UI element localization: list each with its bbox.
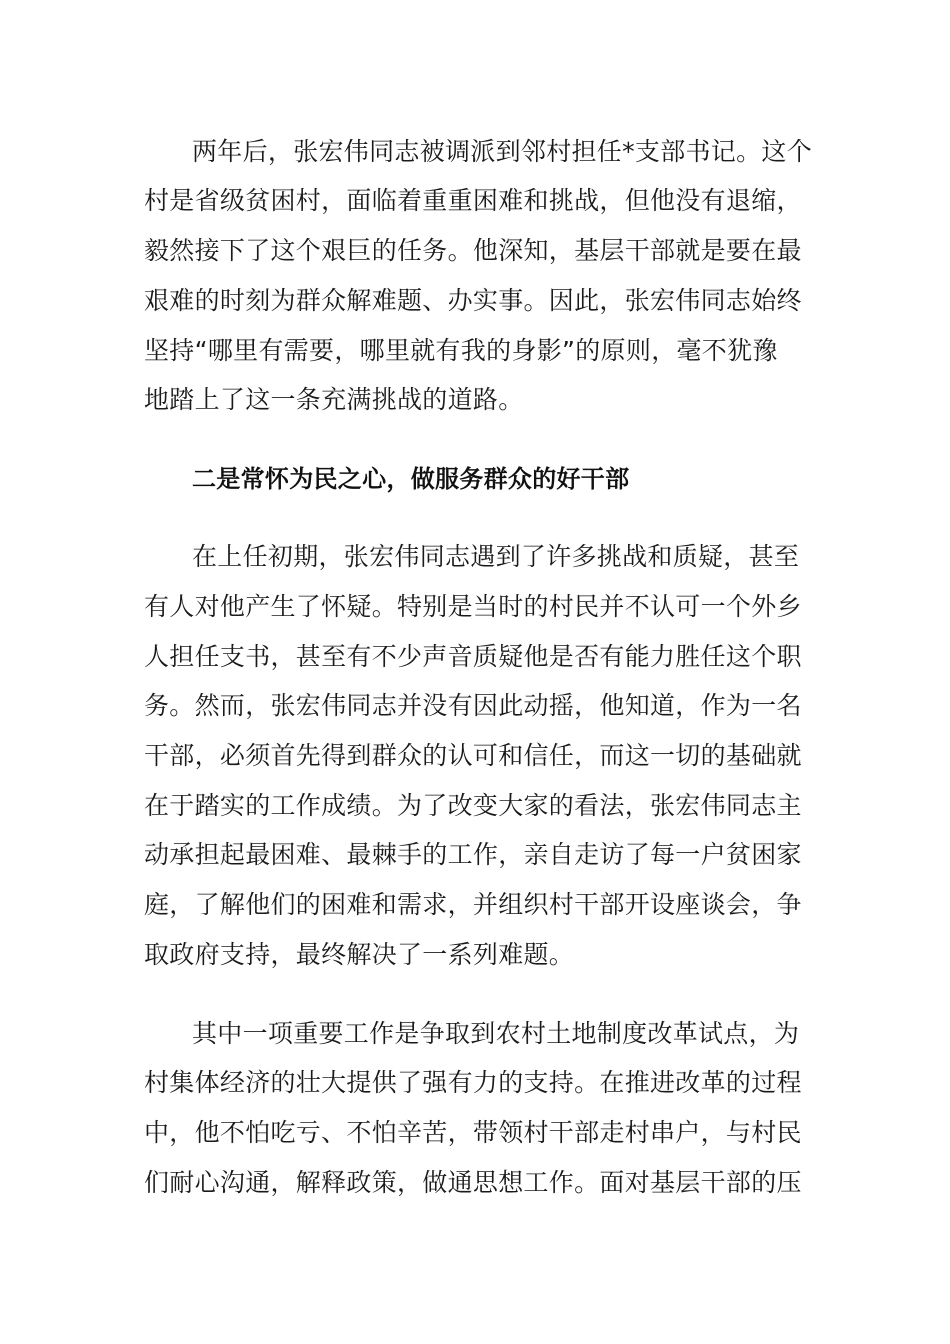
paragraph-line: 两年后，张宏伟同志被调派到邻村担任*支部书记。这个 xyxy=(192,137,813,166)
paragraph-line: 毅然接下了这个艰巨的任务。他深知，基层干部就是要在最 xyxy=(144,236,802,265)
paragraph-line: 村集体经济的壮大提供了强有力的支持。在推进改革的过程 xyxy=(144,1068,802,1097)
paragraph-line: 动承担起最困难、最棘手的工作，亲自走访了每一户贫困家 xyxy=(144,840,802,869)
paragraph-line: 在上任初期，张宏伟同志遇到了许多挑战和质疑，甚至 xyxy=(192,542,800,571)
paragraph-line: 庭，了解他们的困难和需求，并组织村干部开设座谈会，争 xyxy=(144,890,802,919)
paragraph-line: 坚持“哪里有需要，哪里就有我的身影”的原则，毫不犹豫 xyxy=(144,336,778,365)
paragraph-line: 艰难的时刻为群众解难题、办实事。因此，张宏伟同志始终 xyxy=(144,286,802,315)
paragraph-line: 地踏上了这一条充满挑战的道路。 xyxy=(144,385,524,414)
paragraph-line: 其中一项重要工作是争取到农村土地制度改革试点，为 xyxy=(192,1019,800,1048)
paragraph-line: 有人对他产生了怀疑。特别是当时的村民并不认可一个外乡 xyxy=(144,592,802,621)
paragraph-line: 村是省级贫困村，面临着重重困难和挑战，但他没有退缩， xyxy=(144,186,802,215)
paragraph-line: 人担任支书，甚至有不少声音质疑他是否有能力胜任这个职 xyxy=(144,642,802,671)
paragraph-line: 取政府支持，最终解决了一系列难题。 xyxy=(144,940,575,969)
section-heading: 二是常怀为民之心，做服务群众的好干部 xyxy=(192,465,630,493)
paragraph-line: 干部，必须首先得到群众的认可和信任，而这一切的基础就 xyxy=(144,741,802,770)
paragraph-line: 们耐心沟通，解释政策，做通思想工作。面对基层干部的压 xyxy=(144,1168,802,1197)
paragraph-line: 务。然而，张宏伟同志并没有因此动摇，他知道，作为一名 xyxy=(144,691,802,720)
paragraph-line: 在于踏实的工作成绩。为了改变大家的看法，张宏伟同志主 xyxy=(144,791,802,820)
paragraph-line: 中，他不怕吃亏、不怕辛苦，带领村干部走村串户，与村民 xyxy=(144,1118,802,1147)
